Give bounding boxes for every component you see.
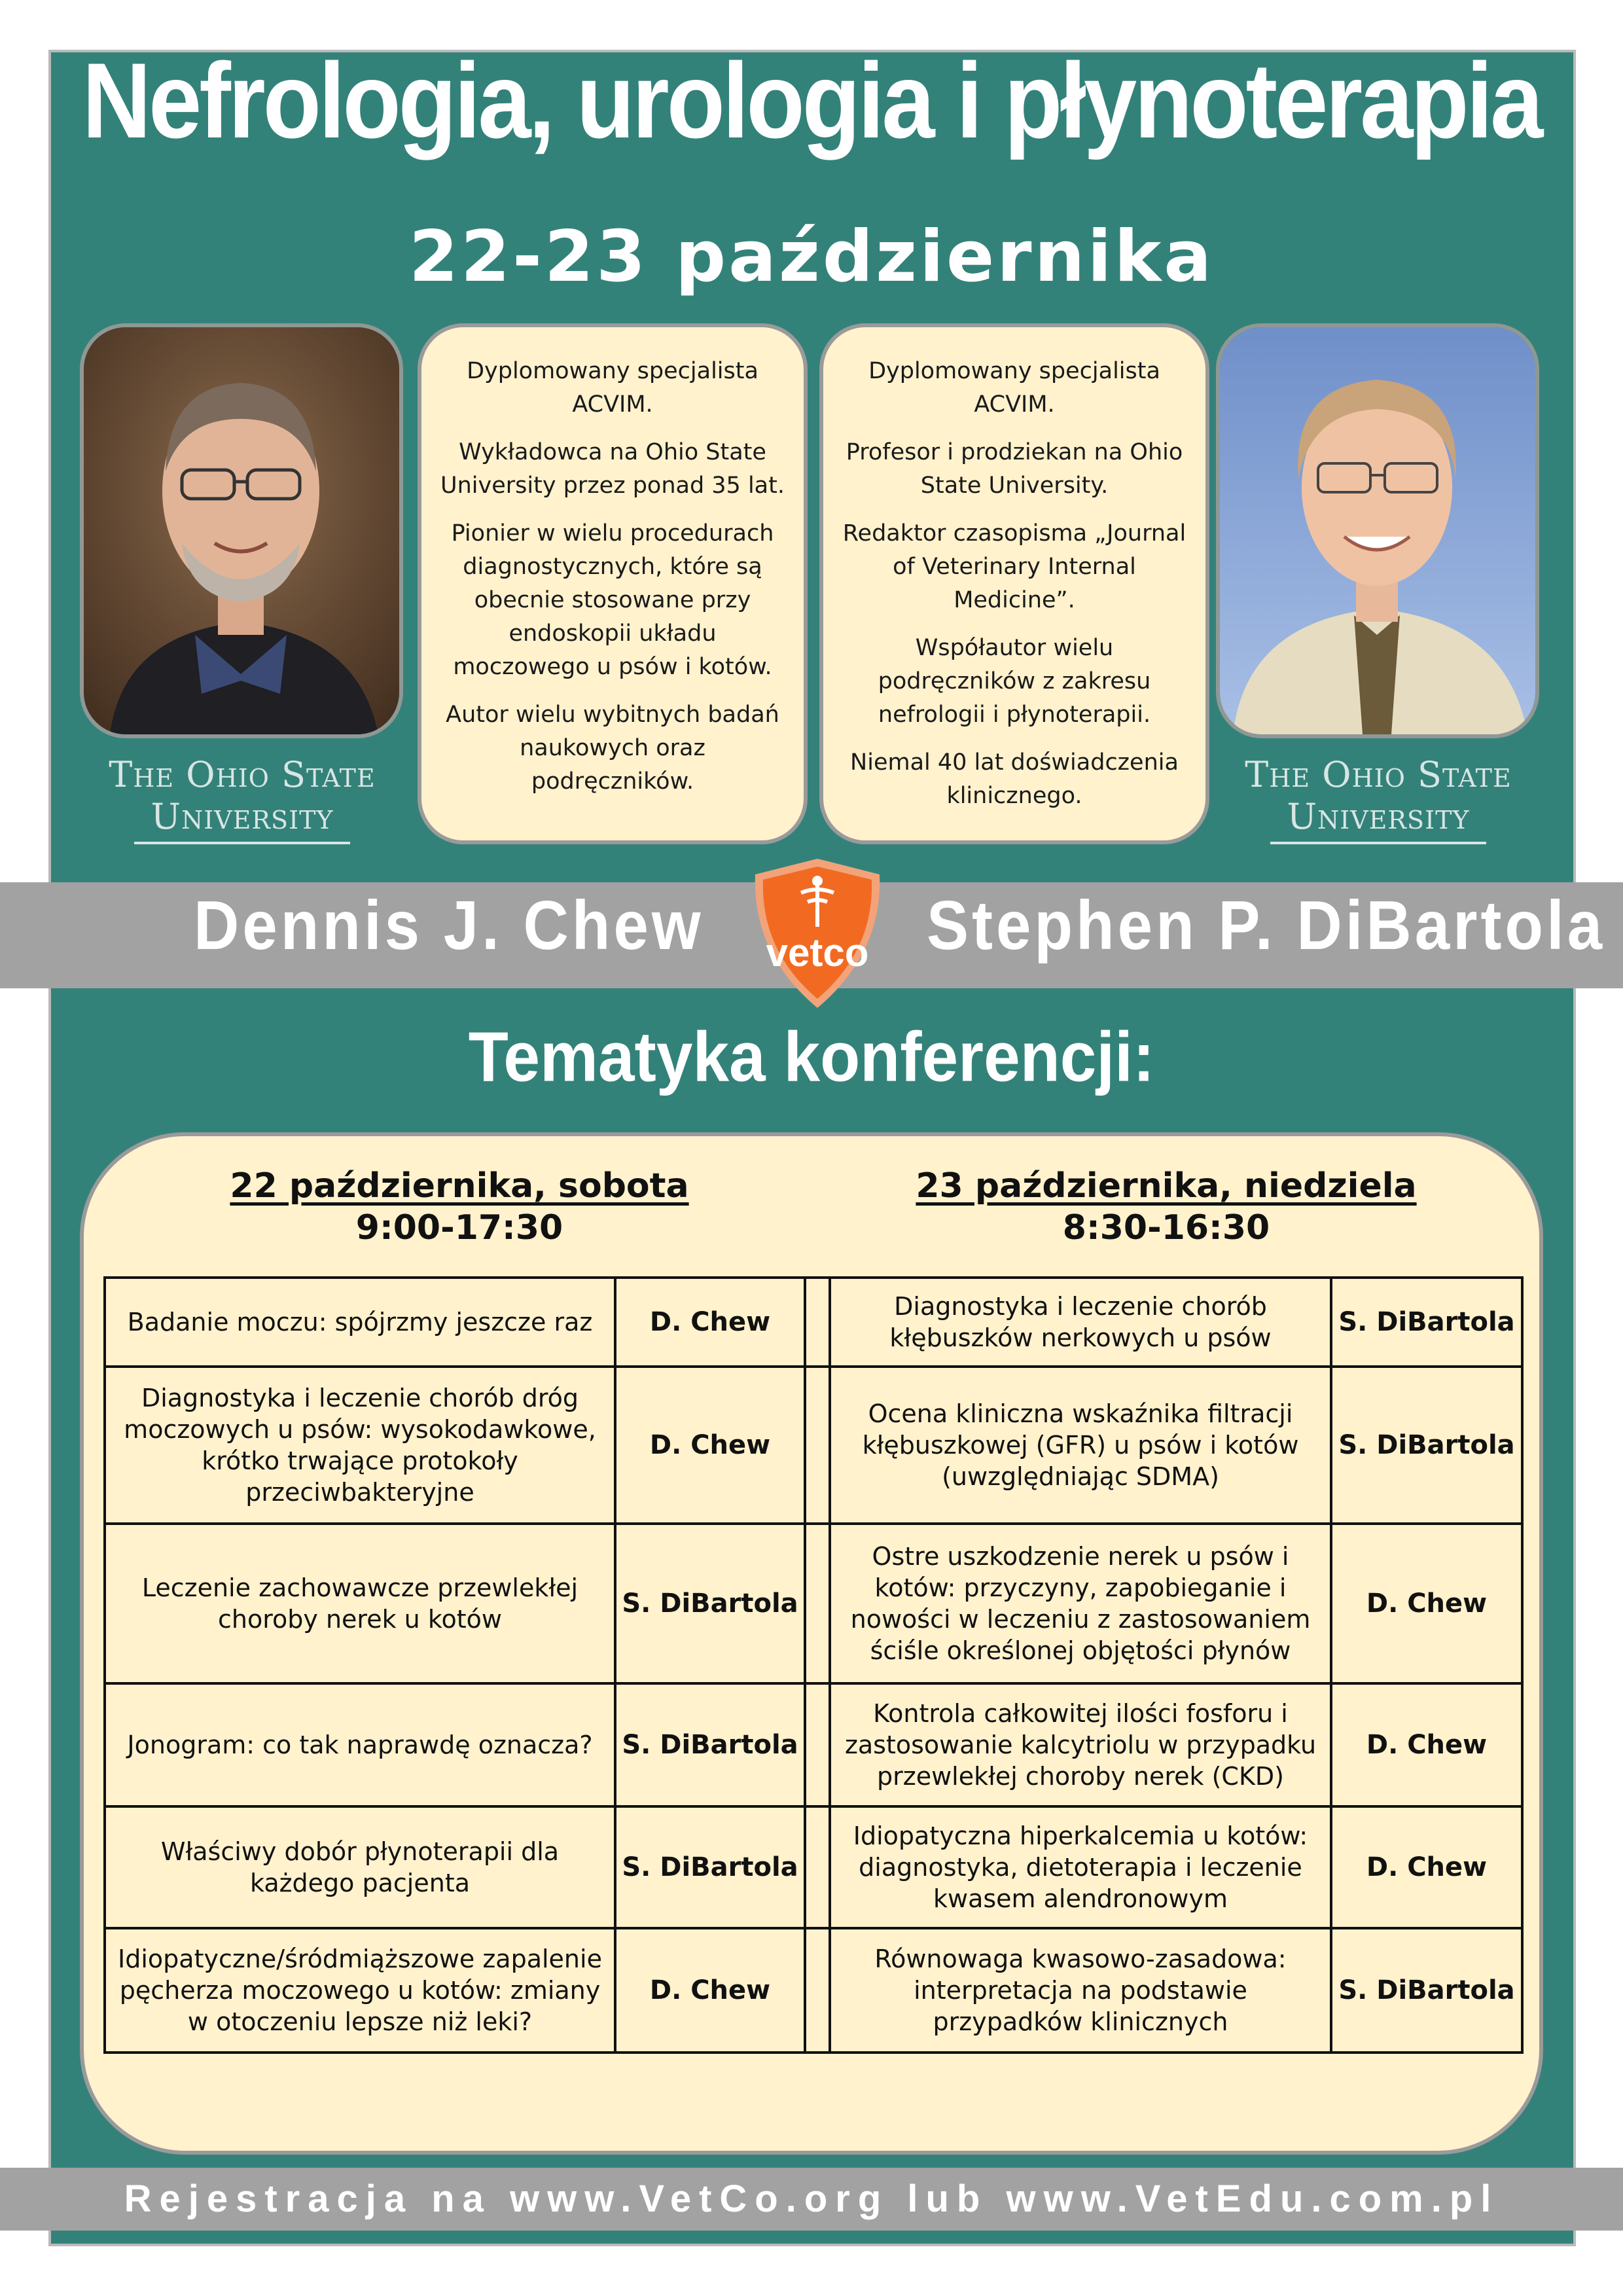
logo-text: vetco (766, 931, 869, 975)
lecturer-day2: S. DiBartola (1331, 1278, 1522, 1367)
topics-heading: Tematyka konferencji: (468, 1017, 1155, 1097)
topic-day1: Leczenie zachowawcze przewlekłej choroby nerek u kotów (105, 1524, 615, 1683)
bio-line: Dyplomowany specjalista ACVIM. (868, 358, 1160, 418)
topic-day2: Równowaga kwasowo-zasadowa: interpretacja na podstawie przypadków klinicznych (830, 1928, 1331, 2053)
page-title: Nefrologia, urologia i płynoterapia (82, 41, 1541, 160)
day1-time: 9:00-17:30 (355, 1208, 563, 1247)
table-row (105, 1367, 1522, 1524)
bio-line: Niemal 40 lat doświadczenia klinicznego. (850, 749, 1179, 809)
speaker-photo-right (1216, 323, 1539, 738)
table-row (105, 1278, 1522, 1367)
topic-day1: Jonogram: co tak naprawdę oznacza? (105, 1683, 615, 1806)
bio-line: Wykładowca na Ohio State University przez ponad 35 lat. (440, 439, 785, 499)
column-gap (805, 1278, 830, 1367)
lecturer-day2: S. DiBartola (1331, 1928, 1522, 2053)
speaker-bio-right (819, 323, 1209, 844)
lecturer-day1: S. DiBartola (615, 1524, 805, 1683)
topic-day2: Diagnostyka i leczenie chorób kłębuszków nerkowych u psów (830, 1278, 1331, 1367)
lecturer-day1: D. Chew (615, 1278, 805, 1367)
day1-label: 22 października, sobota (230, 1166, 689, 1206)
schedule-table (103, 1276, 1524, 2054)
speaker-bio-left (418, 323, 808, 844)
lecturer-day2: D. Chew (1331, 1524, 1522, 1683)
speaker-name-right: Stephen P. DiBartola (927, 887, 1606, 965)
column-gap (805, 1806, 830, 1928)
topic-day2: Idiopatyczna hiperkalcemia u kotów: diagnostyka, dietoterapia i leczenie kwasem alendronowym (830, 1806, 1331, 1928)
table-row (105, 1806, 1522, 1928)
university-line2: University (1287, 796, 1470, 837)
day2-label: 23 października, niedziela (916, 1166, 1417, 1206)
university-line1: The Ohio State (1245, 754, 1512, 795)
column-gap (805, 1928, 830, 2053)
day2-time: 8:30-16:30 (1062, 1208, 1270, 1247)
bio-line: Autor wielu wybitnych badań naukowych oraz podręczników. (446, 702, 779, 795)
bio-line: Redaktor czasopisma „Journal of Veterinary Internal Medicine”. (842, 520, 1186, 613)
bio-line: Współautor wielu podręczników z zakresu nefrologii i płynoterapii. (878, 635, 1151, 728)
registration-text: Rejestracja na www.VetCo.org lub www.VetEdu.com.pl (124, 2178, 1499, 2220)
column-gap (805, 1524, 830, 1683)
column-gap (805, 1367, 830, 1524)
university-logo-right (1215, 754, 1542, 844)
lecturer-day1: D. Chew (615, 1367, 805, 1524)
registration-footer (0, 2168, 1623, 2231)
lecturer-day2: S. DiBartola (1331, 1367, 1522, 1524)
day2-header (872, 1165, 1461, 1249)
university-logo-left (79, 754, 406, 844)
topic-day1: Właściwy dobór płynoterapii dla każdego pacjenta (105, 1806, 615, 1928)
topic-day1: Idiopatyczne/śródmiąższowe zapalenie pęcherza moczowego u kotów: zmiany w otoczeniu lepsze niż leki? (105, 1928, 615, 2053)
lecturer-day1: S. DiBartola (615, 1683, 805, 1806)
university-rule (1270, 842, 1486, 844)
day1-header (165, 1165, 754, 1249)
topic-day2: Ostre uszkodzenie nerek u psów i kotów: przyczyny, zapobieganie i nowości w leczeniu z zastosowaniem ściśle określonej objętości płynów (830, 1524, 1331, 1683)
speaker-photo-left (80, 323, 403, 738)
topic-day2: Ocena kliniczna wskaźnika filtracji kłębuszkowej (GFR) u psów i kotów (uwzględniając SDMA) (830, 1367, 1331, 1524)
speaker-name-left: Dennis J. Chew (194, 887, 704, 965)
lecturer-day1: S. DiBartola (615, 1806, 805, 1928)
topic-day1: Diagnostyka i leczenie chorób dróg moczowych u psów: wysokodawkowe, krótko trwające protokoły przeciwbakteryjne (105, 1367, 615, 1524)
table-row (105, 1524, 1522, 1683)
table-row (105, 1683, 1522, 1806)
topic-day2: Kontrola całkowitej ilości fosforu i zastosowanie kalcytriolu w przypadku przewlekłej choroby nerek (CKD) (830, 1683, 1331, 1806)
university-rule (134, 842, 350, 844)
lecturer-day2: D. Chew (1331, 1806, 1522, 1928)
topic-day1: Badanie moczu: spójrzmy jeszcze raz (105, 1278, 615, 1367)
vetco-shield-logo (749, 855, 886, 1012)
table-row (105, 1928, 1522, 2053)
event-dates: 22-23 października (408, 216, 1215, 298)
bio-line: Profesor i prodziekan na Ohio State University. (846, 439, 1183, 499)
bio-line: Pionier w wielu procedurach diagnostycznych, które są obecnie stosowane przy endoskopii układu moczowego u psów i kotów. (451, 520, 774, 680)
university-line1: The Ohio State (109, 754, 376, 795)
column-gap (805, 1683, 830, 1806)
bio-line: Dyplomowany specjalista ACVIM. (467, 358, 758, 418)
university-line2: University (151, 796, 334, 837)
lecturer-day1: D. Chew (615, 1928, 805, 2053)
lecturer-day2: D. Chew (1331, 1683, 1522, 1806)
